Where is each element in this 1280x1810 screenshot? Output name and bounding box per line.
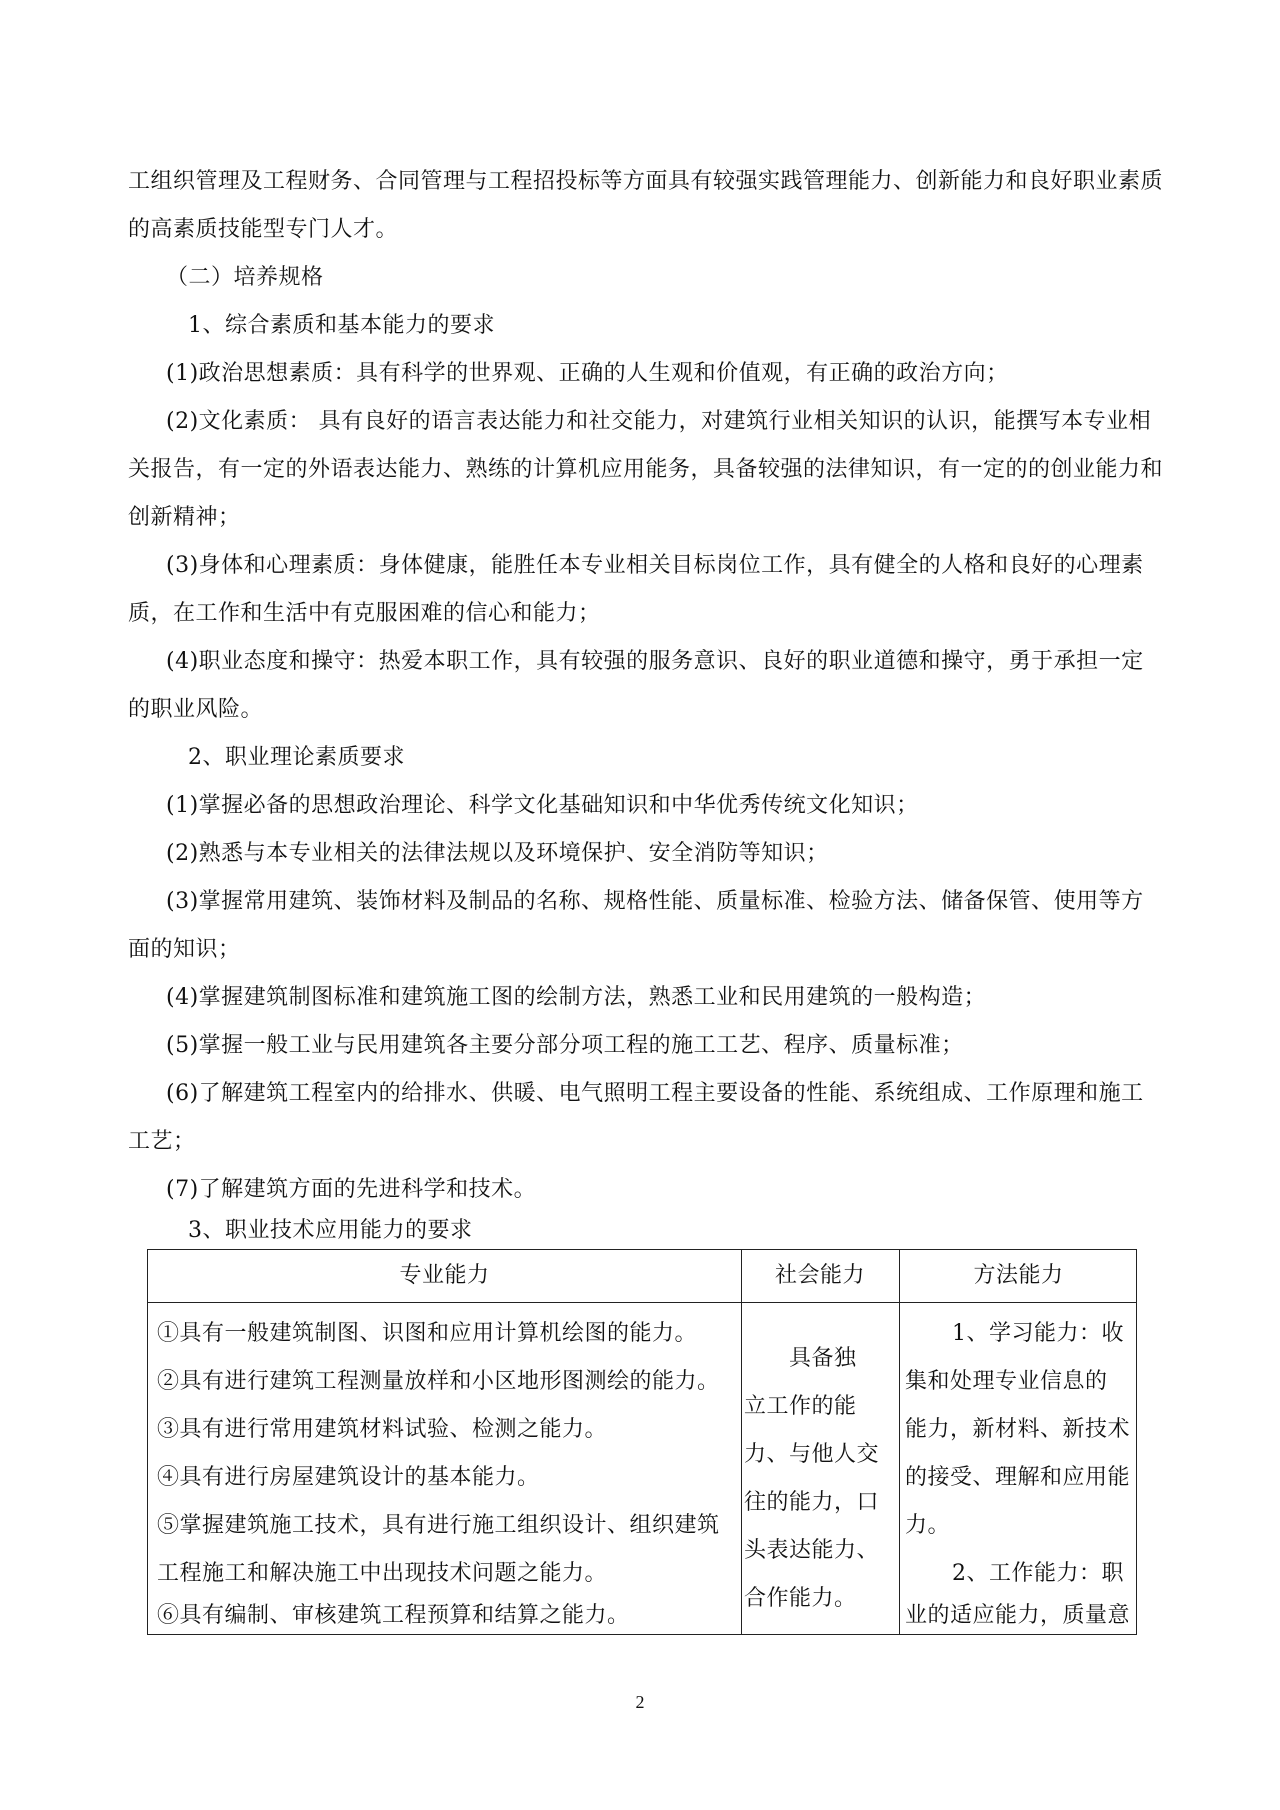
subsection-heading: 2、职业理论素质要求 [188,745,405,770]
list-item-continuation: 工艺； [128,1129,196,1154]
table-column-divider [741,1250,742,1634]
professional-ability-line: ②具有进行建筑工程测量放样和小区地形图测绘的能力。 [157,1369,720,1394]
method-ability-line: 能力，新材料、新技术 [905,1417,1131,1442]
subsection-heading: 3、职业技术应用能力的要求 [188,1218,473,1243]
method-ability-line: 1、学习能力：收 [952,1321,1124,1346]
list-item: (7)了解建筑方面的先进科学和技术。 [166,1177,537,1202]
method-ability-line: 2、工作能力：职 [952,1561,1124,1586]
list-item-continuation: 关报告，有一定的外语表达能力、熟练的计算机应用能务，具备较强的法律知识，有一定的的创业能力和 [128,457,1164,482]
subsection-heading: 1、综合素质和基本能力的要求 [188,313,495,338]
table-column-divider [899,1250,900,1634]
table-header-professional: 专业能力 [399,1263,490,1288]
professional-ability-line: ①具有一般建筑制图、识图和应用计算机绘图的能力。 [157,1321,698,1346]
professional-ability-line: 工程施工和解决施工中出现技术问题之能力。 [157,1561,608,1586]
table-header-divider [148,1302,1136,1303]
social-ability-line: 立工作的能 [744,1394,857,1419]
social-ability-line: 往的能力，口 [744,1490,880,1515]
list-item: (2)熟悉与本专业相关的法律法规以及环境保护、安全消防等知识； [166,841,829,866]
intro-text-line: 工组织管理及工程财务、合同管理与工程招投标等方面具有较强实践管理能力、创新能力和良好职业素质 [128,169,1164,194]
social-ability-line: 头表达能力、 [744,1538,880,1563]
table-header-social: 社会能力 [774,1263,865,1288]
method-ability-line: 业的适应能力，质量意 [905,1603,1131,1628]
list-item: (1)政治思想素质：具有科学的世界观、正确的人生观和价值观，有正确的政治方向； [166,361,1009,386]
professional-ability-line: ④具有进行房屋建筑设计的基本能力。 [157,1465,540,1490]
list-item: (2)文化素质： 具有良好的语言表达能力和社交能力，对建筑行业相关知识的认识，能撰写本专业相 [166,409,1152,434]
list-item: (5)掌握一般工业与民用建筑各主要分部分项工程的施工工艺、程序、质量标准； [166,1033,964,1058]
list-item-continuation: 的职业风险。 [128,697,264,722]
list-item-continuation: 面的知识； [128,937,241,962]
list-item: (4)职业态度和操守：热爱本职工作，具有较强的服务意识、良好的职业道德和操守，勇于承担一定 [166,649,1144,674]
list-item: (6)了解建筑工程室内的给排水、供暖、电气照明工程主要设备的性能、系统组成、工作原理和施工 [166,1081,1144,1106]
list-item-continuation: 创新精神； [128,505,241,530]
method-ability-line: 力。 [905,1513,951,1538]
list-item: (3)身体和心理素质：身体健康，能胜任本专业相关目标岗位工作，具有健全的人格和良好的心理素 [166,553,1144,578]
social-ability-line: 具备独 [789,1346,857,1371]
page-number: 2 [635,1692,645,1712]
method-ability-line: 的接受、理解和应用能 [905,1465,1131,1490]
social-ability-line: 力、与他人交 [744,1442,880,1467]
list-item-continuation: 质，在工作和生活中有克服困难的信心和能力； [128,601,601,626]
professional-ability-line: ③具有进行常用建筑材料试验、检测之能力。 [157,1417,608,1442]
social-ability-line: 合作能力。 [744,1586,857,1611]
list-item: (3)掌握常用建筑、装饰材料及制品的名称、规格性能、质量标准、检验方法、储备保管、使用等方 [166,889,1144,914]
professional-ability-line: ⑤掌握建筑施工技术，具有进行施工组织设计、组织建筑 [157,1513,720,1538]
ability-table [147,1249,1137,1635]
section-heading: （二）培养规格 [166,265,324,290]
list-item: (4)掌握建筑制图标准和建筑施工图的绘制方法，熟悉工业和民用建筑的一般构造； [166,985,987,1010]
professional-ability-line: ⑥具有编制、审核建筑工程预算和结算之能力。 [157,1603,630,1628]
table-header-method: 方法能力 [973,1263,1064,1288]
method-ability-line: 集和处理专业信息的 [905,1369,1108,1394]
intro-text-line: 的高素质技能型专门人才。 [128,217,399,242]
list-item: (1)掌握必备的思想政治理论、科学文化基础知识和中华优秀传统文化知识； [166,793,919,818]
